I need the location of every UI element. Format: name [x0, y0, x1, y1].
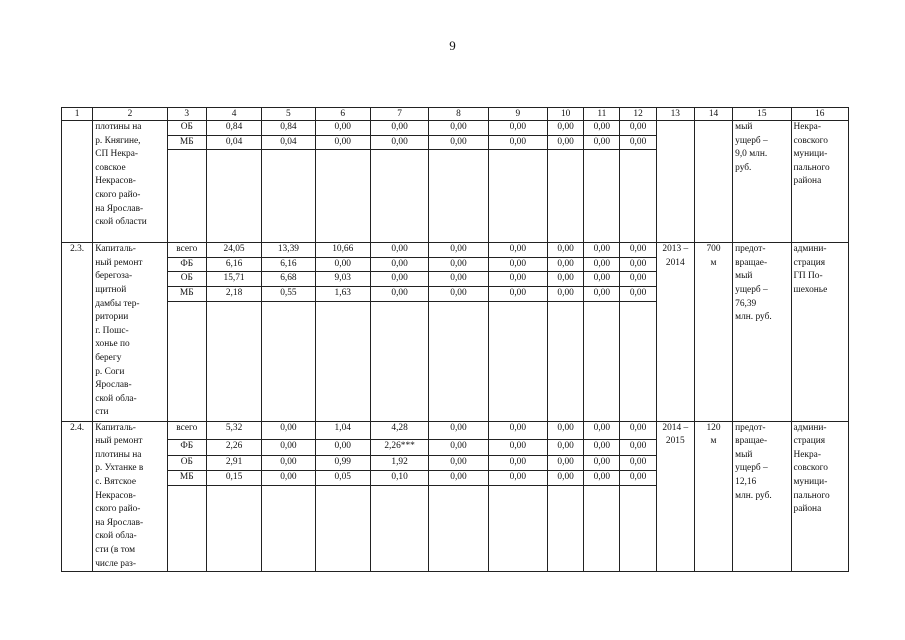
- capacity-cell: [694, 121, 732, 243]
- amount-cell: 0,00: [548, 272, 584, 287]
- column-header: 10: [548, 108, 584, 121]
- amount-cell: 0,00: [429, 286, 488, 301]
- filler-cell: [548, 486, 584, 572]
- object-name: Капиталь- ный ремонт плотины на р. Ухтанке в с. Вятское Некрасов- ского райо- на Ярослав- ской обла- сти (в том числе раз-: [93, 421, 167, 572]
- filler-cell: [370, 486, 428, 572]
- column-header: 7: [370, 108, 428, 121]
- amount-cell: 0,00: [488, 135, 547, 150]
- amount-cell: 0,00: [488, 272, 547, 287]
- amount-cell: 6,16: [206, 257, 261, 272]
- amount-cell: 1,04: [315, 421, 370, 440]
- amount-cell: 0,00: [584, 286, 620, 301]
- filler-cell: [206, 486, 261, 572]
- amount-cell: 0,00: [370, 286, 428, 301]
- column-header: 8: [429, 108, 488, 121]
- amount-cell: 0,00: [548, 257, 584, 272]
- amount-cell: 0,00: [620, 286, 656, 301]
- filler-cell: [370, 301, 428, 421]
- amount-cell: 0,00: [429, 121, 488, 136]
- object-name: плотины на р. Княгине, СП Некра- совское Некрасов- ского райо- на Ярослав- ской области: [93, 121, 167, 243]
- amount-cell: 0,84: [206, 121, 261, 136]
- funding-source: всего: [167, 243, 206, 258]
- amount-cell: 0,00: [584, 440, 620, 455]
- amount-cell: 24,05: [206, 243, 261, 258]
- amount-cell: 0,00: [262, 455, 315, 470]
- amount-cell: 0,00: [488, 286, 547, 301]
- amount-cell: 0,00: [620, 421, 656, 440]
- table-row: [62, 121, 849, 136]
- amount-cell: 0,00: [548, 286, 584, 301]
- years-cell: [656, 121, 694, 243]
- program-table: [61, 107, 849, 572]
- amount-cell: 0,00: [620, 243, 656, 258]
- amount-cell: 4,28: [370, 421, 428, 440]
- funding-source: ФБ: [167, 440, 206, 455]
- column-header: 12: [620, 108, 656, 121]
- table-row: [62, 243, 849, 258]
- amount-cell: 0,00: [584, 470, 620, 485]
- amount-cell: 0,00: [548, 135, 584, 150]
- amount-cell: 0,00: [429, 470, 488, 485]
- filler-cell: [315, 486, 370, 572]
- column-header: 4: [206, 108, 261, 121]
- filler-cell: [548, 301, 584, 421]
- column-header: 15: [733, 108, 791, 121]
- page-number: 9: [449, 38, 456, 53]
- row-number: 2.3.: [62, 243, 93, 421]
- amount-cell: 0,00: [548, 440, 584, 455]
- amount-cell: 0,15: [206, 470, 261, 485]
- amount-cell: 0,00: [429, 272, 488, 287]
- funding-source: всего: [167, 421, 206, 440]
- executor-cell: админи- страция ГП По- шехонье: [791, 243, 849, 421]
- amount-cell: 0,00: [488, 421, 547, 440]
- header-row: [62, 108, 849, 121]
- amount-cell: 0,00: [488, 243, 547, 258]
- funding-source: ОБ: [167, 455, 206, 470]
- amount-cell: 1,92: [370, 455, 428, 470]
- funding-source: МБ: [167, 470, 206, 485]
- amount-cell: 0,55: [262, 286, 315, 301]
- column-header: 16: [791, 108, 849, 121]
- amount-cell: 0,00: [429, 455, 488, 470]
- filler-cell: [488, 301, 547, 421]
- years-cell: 2014 – 2015: [656, 421, 694, 572]
- filler-cell: [620, 486, 656, 572]
- funding-source: ОБ: [167, 121, 206, 136]
- column-header: 2: [93, 108, 167, 121]
- filler-cell: [167, 301, 206, 421]
- amount-cell: 0,00: [620, 272, 656, 287]
- amount-cell: 0,00: [429, 440, 488, 455]
- amount-cell: 0,99: [315, 455, 370, 470]
- column-header: 6: [315, 108, 370, 121]
- executor-cell: Некра- совского муници- пального района: [791, 121, 849, 243]
- amount-cell: 0,00: [262, 421, 315, 440]
- amount-cell: 0,00: [488, 121, 547, 136]
- amount-cell: 0,00: [262, 470, 315, 485]
- amount-cell: 0,00: [620, 470, 656, 485]
- column-header: 13: [656, 108, 694, 121]
- amount-cell: 0,00: [429, 257, 488, 272]
- column-header: 3: [167, 108, 206, 121]
- amount-cell: 2,91: [206, 455, 261, 470]
- amount-cell: 0,00: [315, 121, 370, 136]
- table-row: [62, 421, 849, 440]
- amount-cell: 0,00: [488, 455, 547, 470]
- column-header: 11: [584, 108, 620, 121]
- amount-cell: 0,04: [206, 135, 261, 150]
- amount-cell: 0,00: [584, 272, 620, 287]
- funding-source: ОБ: [167, 272, 206, 287]
- row-number: 2.4.: [62, 421, 93, 572]
- amount-cell: 2,26***: [370, 440, 428, 455]
- filler-cell: [167, 486, 206, 572]
- filler-cell: [488, 150, 547, 243]
- years-cell: 2013 – 2014: [656, 243, 694, 421]
- amount-cell: 0,84: [262, 121, 315, 136]
- amount-cell: 0,00: [315, 257, 370, 272]
- funding-source: МБ: [167, 286, 206, 301]
- filler-cell: [370, 150, 428, 243]
- amount-cell: 0,00: [620, 257, 656, 272]
- amount-cell: 0,00: [488, 257, 547, 272]
- filler-cell: [262, 301, 315, 421]
- amount-cell: 0,00: [548, 243, 584, 258]
- amount-cell: 0,00: [370, 121, 428, 136]
- amount-cell: 0,00: [548, 455, 584, 470]
- amount-cell: 0,00: [315, 440, 370, 455]
- amount-cell: 0,00: [370, 272, 428, 287]
- filler-cell: [429, 301, 488, 421]
- capacity-cell: 120 м: [694, 421, 732, 572]
- amount-cell: 0,00: [584, 257, 620, 272]
- capacity-cell: 700 м: [694, 243, 732, 421]
- amount-cell: 0,00: [584, 135, 620, 150]
- filler-cell: [488, 486, 547, 572]
- amount-cell: 2,26: [206, 440, 261, 455]
- filler-cell: [315, 150, 370, 243]
- filler-cell: [584, 150, 620, 243]
- executor-cell: админи- страция Некра- совского муници- пального района: [791, 421, 849, 572]
- filler-cell: [620, 301, 656, 421]
- amount-cell: 6,68: [262, 272, 315, 287]
- amount-cell: 0,04: [262, 135, 315, 150]
- amount-cell: 0,00: [370, 257, 428, 272]
- column-header: 14: [694, 108, 732, 121]
- amount-cell: 0,00: [429, 135, 488, 150]
- amount-cell: 10,66: [315, 243, 370, 258]
- effect-cell: предот- вращае- мый ущерб – 12,16 млн. руб.: [733, 421, 791, 572]
- amount-cell: 0,05: [315, 470, 370, 485]
- column-header: 1: [62, 108, 93, 121]
- amount-cell: 0,00: [488, 440, 547, 455]
- filler-cell: [429, 486, 488, 572]
- filler-cell: [167, 150, 206, 243]
- funding-source: МБ: [167, 135, 206, 150]
- amount-cell: 0,00: [584, 121, 620, 136]
- amount-cell: 0,00: [620, 440, 656, 455]
- amount-cell: 0,00: [584, 421, 620, 440]
- amount-cell: 2,18: [206, 286, 261, 301]
- filler-cell: [620, 150, 656, 243]
- amount-cell: 0,00: [620, 455, 656, 470]
- amount-cell: 0,00: [262, 440, 315, 455]
- amount-cell: 0,10: [370, 470, 428, 485]
- amount-cell: 0,00: [370, 135, 428, 150]
- filler-cell: [315, 301, 370, 421]
- amount-cell: 0,00: [584, 455, 620, 470]
- row-number: [62, 121, 93, 243]
- amount-cell: 0,00: [429, 421, 488, 440]
- amount-cell: 13,39: [262, 243, 315, 258]
- filler-cell: [584, 486, 620, 572]
- filler-cell: [206, 301, 261, 421]
- amount-cell: 0,00: [620, 121, 656, 136]
- effect-cell: мый ущерб – 9,0 млн. руб.: [733, 121, 791, 243]
- filler-cell: [206, 150, 261, 243]
- amount-cell: 0,00: [620, 135, 656, 150]
- filler-cell: [262, 150, 315, 243]
- amount-cell: 0,00: [584, 243, 620, 258]
- amount-cell: 9,03: [315, 272, 370, 287]
- filler-cell: [548, 150, 584, 243]
- funding-source: ФБ: [167, 257, 206, 272]
- filler-cell: [584, 301, 620, 421]
- filler-cell: [262, 486, 315, 572]
- effect-cell: предот- вращае- мый ущерб – 76,39 млн. руб.: [733, 243, 791, 421]
- column-header: 5: [262, 108, 315, 121]
- object-name: Капиталь- ный ремонт берегоза- щитной дамбы тер- ритории г. Пошс- хонье по берегу р. Соги Ярослав- ской обла- сти: [93, 243, 167, 421]
- column-header: 9: [488, 108, 547, 121]
- amount-cell: 1,63: [315, 286, 370, 301]
- amount-cell: 5,32: [206, 421, 261, 440]
- amount-cell: 0,00: [315, 135, 370, 150]
- amount-cell: 6,16: [262, 257, 315, 272]
- amount-cell: 0,00: [548, 421, 584, 440]
- amount-cell: 0,00: [429, 243, 488, 258]
- amount-cell: 0,00: [548, 121, 584, 136]
- amount-cell: 0,00: [548, 470, 584, 485]
- amount-cell: 0,00: [370, 243, 428, 258]
- amount-cell: 15,71: [206, 272, 261, 287]
- amount-cell: 0,00: [488, 470, 547, 485]
- filler-cell: [429, 150, 488, 243]
